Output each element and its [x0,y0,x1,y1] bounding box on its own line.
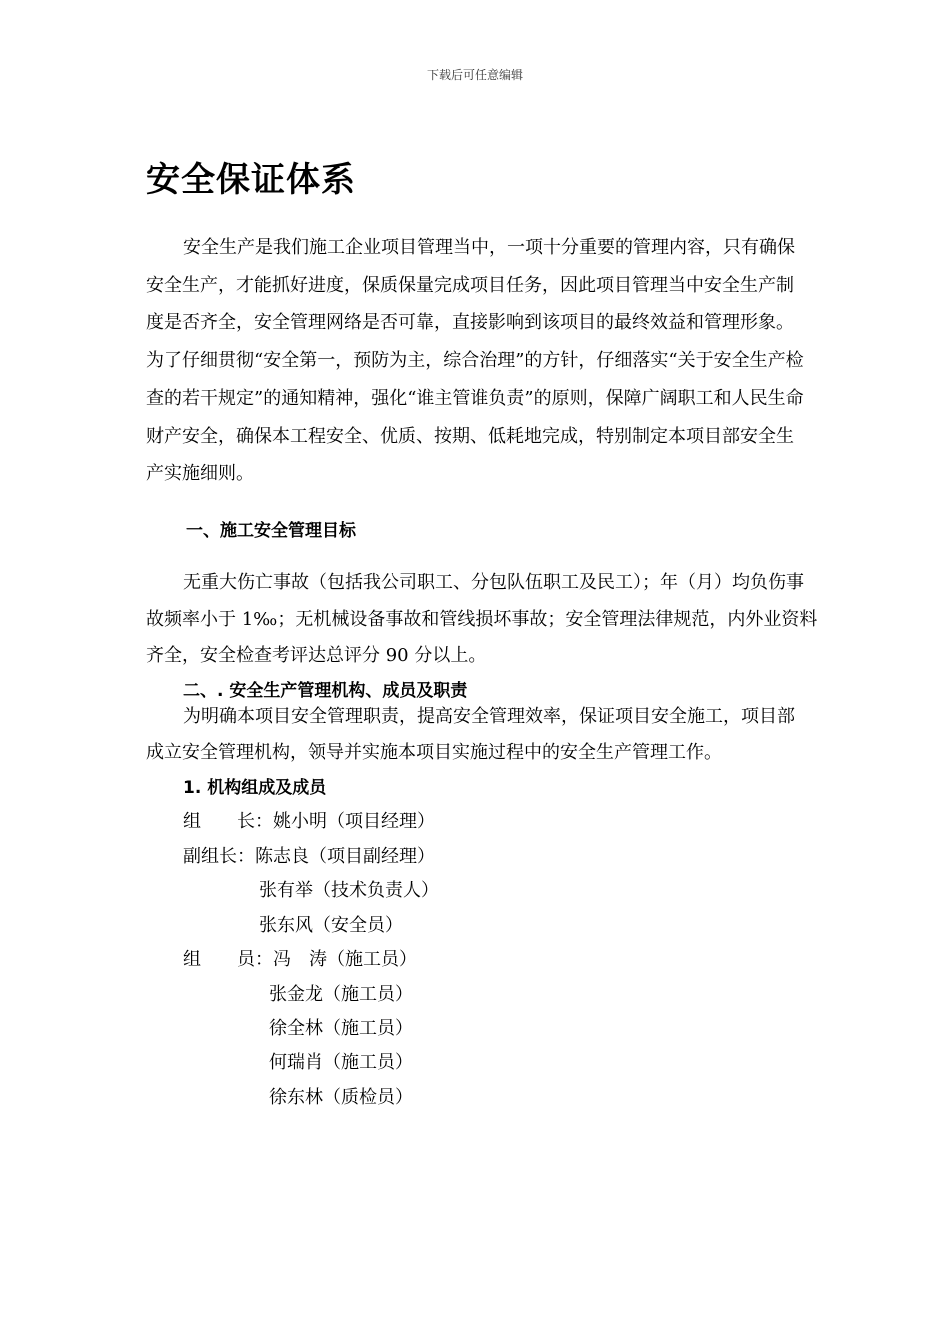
member-row-member-5: 徐东林（质检员） [269,1087,413,1108]
member-row-member-2: 张金龙（施工员） [269,984,413,1005]
member-row-leader: 组 长：姚小明（项目经理） [183,811,435,832]
page-title: 安全保证体系 [146,160,356,200]
intro-paragraph: 安全生产是我们施工企业项目管理当中，一项十分重要的管理内容，只有确保安全生产，才能抓好进度，保质保量完成项目任务，因此项目管理当中安全生产制度是否齐全，安全管理网络是否可靠，直接影响到该项目的最终效益和管理形象。为了仔细贯彻“安全第一，预防为主，综合治理”的方针，仔细落实“关于安全生产检查的若干规定”的通知精神，强化“谁主管谁负责”的原则，保障广阔职工和人民生命财产安全，确保本工程安全、优质、按期、低耗地完成，特别制定本项目部安全生产实施细则。 [146,237,804,485]
member-row-deputy: 副组长：陈志良（项目副经理） [183,846,435,867]
section2-body: 为明确本项目安全管理职责，提高安全管理效率，保证项目安全施工，项目部成立安全管理机构，领导并实施本项目实施过程中的安全生产管理工作。 [146,706,795,763]
member-row-member-3: 徐全林（施工员） [269,1018,413,1039]
section1-heading: 一、施工安全管理目标 [186,521,356,541]
member-row-deputy-2: 张有举（技术负责人） [259,880,439,901]
member-row-member: 组 员：冯 涛（施工员） [183,949,417,970]
section1-body: 无重大伤亡事故（包括我公司职工、分包队伍职工及民工）；年（月）均负伤事故频率小于 1‰；无机械设备事故和管线损坏事故；安全管理法律规范，内外业资料齐全，安全检查考评达总评分 90 分以上。 [146,572,818,666]
subsection-heading: 1. 机构组成及成员 [183,778,327,798]
page-header: 下载后可任意编辑 [426,68,523,82]
member-row-member-4: 何瑞肖（施工员） [269,1052,413,1073]
section2-heading: 二、. 安全生产管理机构、成员及职责 [183,681,468,701]
member-row-deputy-3: 张东风（安全员） [259,915,403,936]
